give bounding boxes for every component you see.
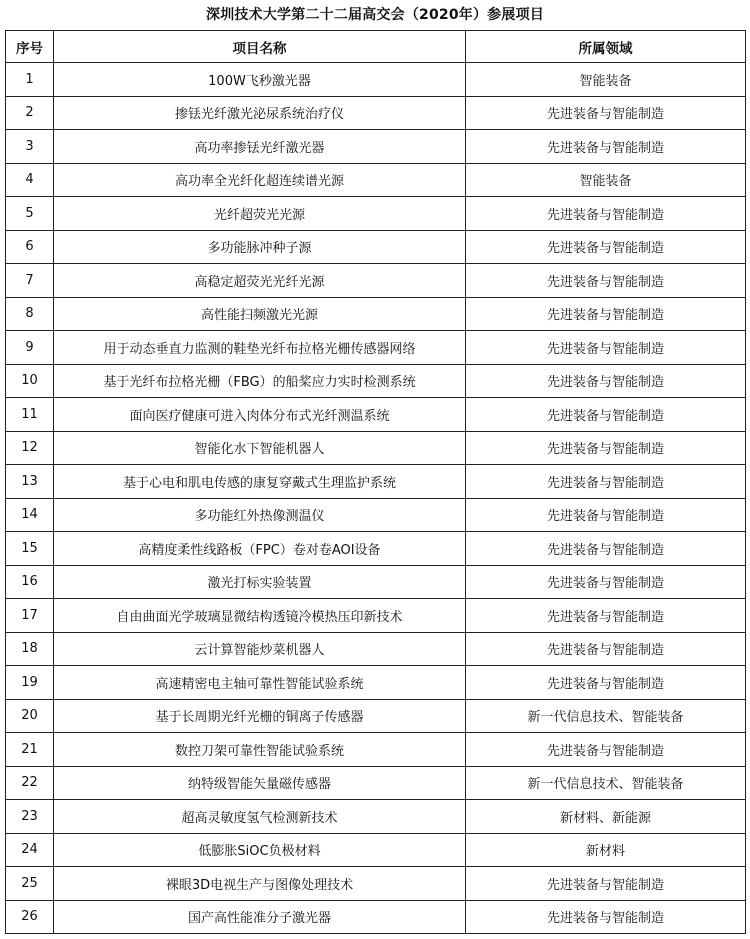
table-row: [6, 431, 746, 465]
cell-field: 新材料、新能源: [466, 800, 746, 834]
cell-no: 14: [6, 498, 54, 532]
table-row: [6, 163, 746, 197]
projects-table: [5, 30, 746, 934]
cell-field: 先进装备与智能制造: [466, 565, 746, 599]
cell-field: 先进装备与智能制造: [466, 398, 746, 432]
cell-name: 高稳定超荧光光纤光源: [54, 264, 466, 298]
cell-no: 12: [6, 431, 54, 465]
table-row: [6, 331, 746, 365]
cell-name: 纳特级智能矢量磁传感器: [54, 766, 466, 800]
header-field: 所属领域: [466, 31, 746, 63]
cell-field: 新材料: [466, 833, 746, 867]
table-row: [6, 465, 746, 499]
document-title: 深圳技术大学第二十二届高交会（2020年）参展项目: [206, 7, 544, 23]
table-row: [6, 867, 746, 901]
cell-field: 先进装备与智能制造: [466, 900, 746, 934]
header-name: 项目名称: [54, 31, 466, 63]
cell-name: 多功能脉冲种子源: [54, 230, 466, 264]
cell-field: 先进装备与智能制造: [466, 264, 746, 298]
cell-no: 22: [6, 766, 54, 800]
header-no: 序号: [6, 31, 54, 63]
table-row: [6, 699, 746, 733]
cell-field: 先进装备与智能制造: [466, 297, 746, 331]
cell-name: 国产高性能准分子激光器: [54, 900, 466, 934]
cell-name: 多功能红外热像测温仪: [54, 498, 466, 532]
cell-no: 10: [6, 364, 54, 398]
cell-name: 高功率全光纤化超连续谱光源: [54, 163, 466, 197]
cell-no: 21: [6, 733, 54, 767]
cell-no: 4: [6, 163, 54, 197]
cell-field: 先进装备与智能制造: [466, 632, 746, 666]
table-row: [6, 599, 746, 633]
table-row: [6, 733, 746, 767]
cell-name: 裸眼3D电视生产与图像处理技术: [54, 867, 466, 901]
cell-field: 先进装备与智能制造: [466, 130, 746, 164]
cell-field: 先进装备与智能制造: [466, 532, 746, 566]
cell-name: 基于心电和肌电传感的康复穿戴式生理监护系统: [54, 465, 466, 499]
cell-no: 1: [6, 63, 54, 97]
cell-no: 15: [6, 532, 54, 566]
table-row: [6, 632, 746, 666]
cell-name: 高速精密电主轴可靠性智能试验系统: [54, 666, 466, 700]
cell-no: 20: [6, 699, 54, 733]
cell-no: 19: [6, 666, 54, 700]
cell-name: 高性能扫频激光光源: [54, 297, 466, 331]
cell-name: 低膨胀SiOC负极材料: [54, 833, 466, 867]
cell-no: 23: [6, 800, 54, 834]
cell-field: 先进装备与智能制造: [466, 230, 746, 264]
cell-field: 先进装备与智能制造: [466, 431, 746, 465]
cell-no: 6: [6, 230, 54, 264]
cell-no: 13: [6, 465, 54, 499]
cell-no: 17: [6, 599, 54, 633]
cell-name: 100W飞秒激光器: [54, 63, 466, 97]
cell-name: 面向医疗健康可进入肉体分布式光纤测温系统: [54, 398, 466, 432]
cell-name: 云计算智能炒菜机器人: [54, 632, 466, 666]
table-row: [6, 900, 746, 934]
cell-no: 9: [6, 331, 54, 365]
cell-name: 激光打标实验装置: [54, 565, 466, 599]
table-row: [6, 63, 746, 97]
table-row: [6, 130, 746, 164]
table-row: [6, 565, 746, 599]
cell-no: 8: [6, 297, 54, 331]
table-row: [6, 666, 746, 700]
table-row: [6, 96, 746, 130]
cell-name: 智能化水下智能机器人: [54, 431, 466, 465]
cell-no: 7: [6, 264, 54, 298]
cell-field: 先进装备与智能制造: [466, 733, 746, 767]
cell-field: 先进装备与智能制造: [466, 666, 746, 700]
table-row: [6, 800, 746, 834]
cell-no: 25: [6, 867, 54, 901]
table-body: [6, 63, 746, 934]
cell-no: 24: [6, 833, 54, 867]
cell-name: 基于长周期光纤光栅的铜离子传感器: [54, 699, 466, 733]
cell-field: 先进装备与智能制造: [466, 364, 746, 398]
cell-field: 先进装备与智能制造: [466, 498, 746, 532]
cell-name: 数控刀架可靠性智能试验系统: [54, 733, 466, 767]
table-row: [6, 532, 746, 566]
cell-name: 超高灵敏度氢气检测新技术: [54, 800, 466, 834]
cell-field: 先进装备与智能制造: [466, 96, 746, 130]
table-row: [6, 766, 746, 800]
cell-field: 新一代信息技术、智能装备: [466, 699, 746, 733]
table-row: [6, 230, 746, 264]
cell-no: 26: [6, 900, 54, 934]
cell-name: 自由曲面光学玻璃显微结构透镜冷模热压印新技术: [54, 599, 466, 633]
table-header-row: [6, 31, 746, 63]
cell-name: 用于动态垂直力监测的鞋垫光纤布拉格光栅传感器网络: [54, 331, 466, 365]
cell-field: 先进装备与智能制造: [466, 197, 746, 231]
cell-name: 高功率掺铥光纤激光器: [54, 130, 466, 164]
cell-field: 新一代信息技术、智能装备: [466, 766, 746, 800]
cell-name: 高精度柔性线路板（FPC）卷对卷AOI设备: [54, 532, 466, 566]
table-row: [6, 364, 746, 398]
cell-name: 掺铥光纤激光泌尿系统治疗仪: [54, 96, 466, 130]
table-row: [6, 297, 746, 331]
cell-no: 16: [6, 565, 54, 599]
cell-no: 11: [6, 398, 54, 432]
cell-field: 先进装备与智能制造: [466, 331, 746, 365]
cell-no: 2: [6, 96, 54, 130]
cell-field: 先进装备与智能制造: [466, 599, 746, 633]
cell-name: 光纤超荧光光源: [54, 197, 466, 231]
cell-field: 智能装备: [466, 163, 746, 197]
table-row: [6, 264, 746, 298]
cell-no: 18: [6, 632, 54, 666]
cell-no: 5: [6, 197, 54, 231]
table-row: [6, 398, 746, 432]
table-row: [6, 498, 746, 532]
cell-name: 基于光纤布拉格光栅（FBG）的船桨应力实时检测系统: [54, 364, 466, 398]
cell-field: 智能装备: [466, 63, 746, 97]
table-row: [6, 197, 746, 231]
cell-field: 先进装备与智能制造: [466, 465, 746, 499]
cell-field: 先进装备与智能制造: [466, 867, 746, 901]
table-row: [6, 833, 746, 867]
cell-no: 3: [6, 130, 54, 164]
